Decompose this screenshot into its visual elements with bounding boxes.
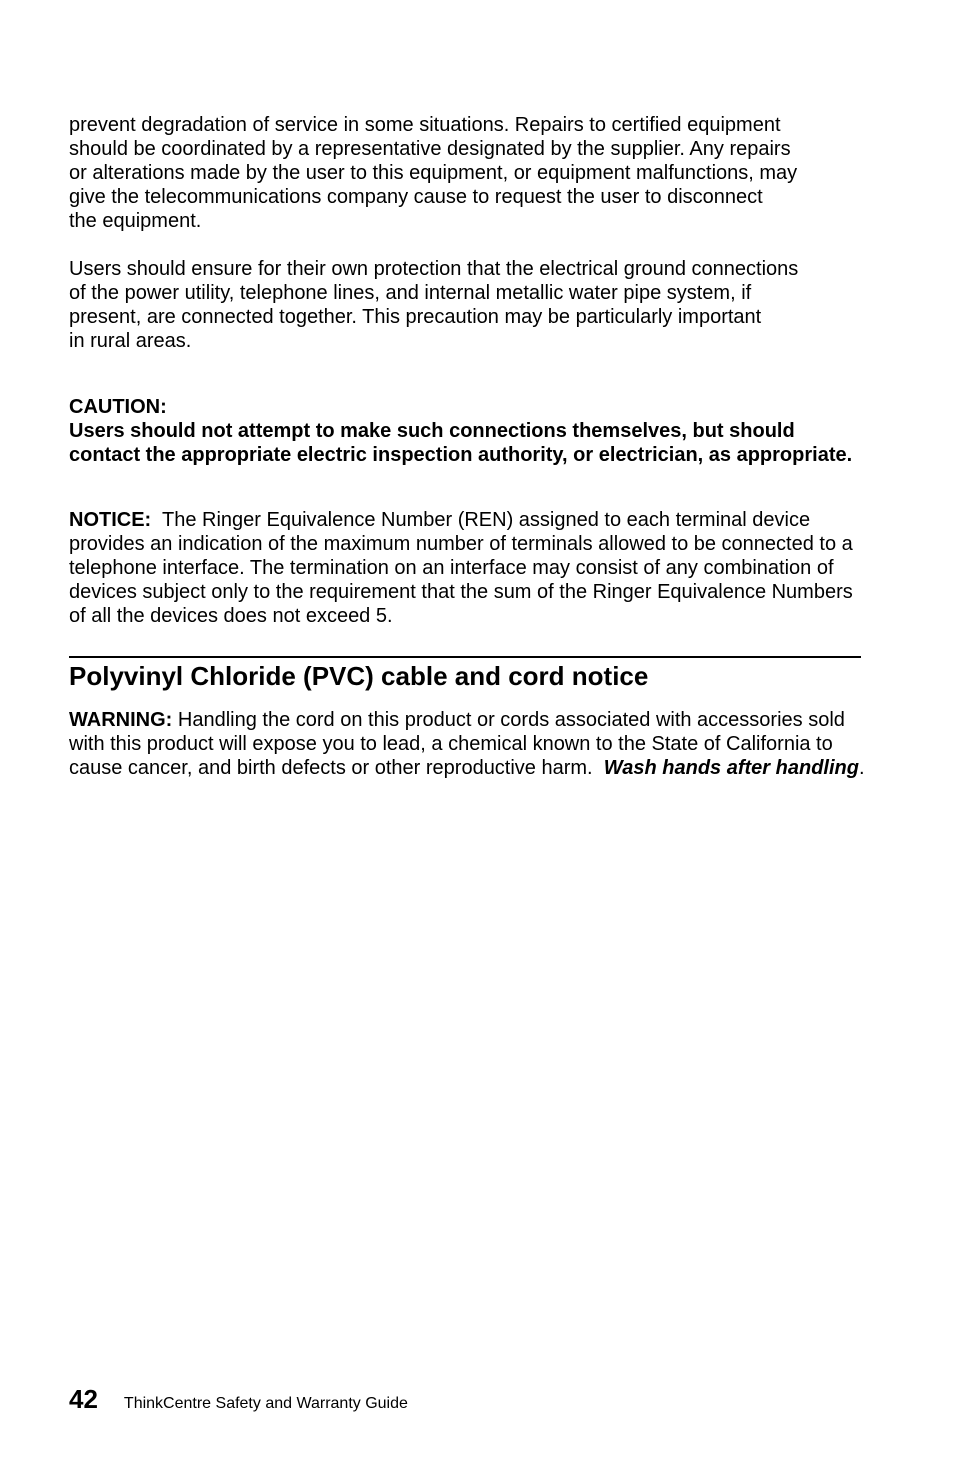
page-footer xyxy=(69,1384,408,1419)
notice-block xyxy=(69,508,865,628)
warning-emphasis: Wash hands after handling xyxy=(603,757,859,779)
warning-text: Handling the cord on this product or cords associated with accessories sold with this product will expose you to lead, a chemical known to the State of California to cause cancer, and birth defects or other reproductive harm. xyxy=(69,709,845,779)
paragraph-repairs: prevent degradation of service in some situations. Repairs to certified equipment should be coordinated by a representative designated by the supplier. Any repairs or alterations made by the user to this equipment, or equipment malfunctions, may give the telecommunications company cause to request the user to disconnect the equipment. xyxy=(69,114,798,232)
footer-title: ThinkCentre Safety and Warranty Guide xyxy=(123,1395,408,1412)
notice-text: The Ringer Equivalence Number (REN) assigned to each terminal device provides an indication of the maximum number of terminals allowed to be connected to a telephone interface. The termination on an interface may consist of any combination of devices subject only to the requirement that the sum of the Ringer Equivalence Numbers of all the devices does not exceed 5. xyxy=(69,509,853,627)
page-number: 42 xyxy=(69,1384,98,1414)
caution-text: Users should not attempt to make such connections themselves, but should contact the appropriate electric inspection authority, or electrician, as appropriate. xyxy=(69,420,853,466)
notice-label: NOTICE: xyxy=(69,509,152,531)
paragraph-ground-connections: Users should ensure for their own protection that the electrical ground connections of the power utility, telephone lines, and internal metallic water pipe system, if present, are connected together. This precaution may be particularly important in rural areas. xyxy=(69,258,799,352)
caution-label: CAUTION: xyxy=(69,396,167,418)
section-divider xyxy=(69,656,861,658)
warning-end: . xyxy=(858,757,865,779)
section-heading-pvc: Polyvinyl Chloride (PVC) cable and cord notice xyxy=(69,661,649,691)
caution-block xyxy=(69,395,865,467)
document-page xyxy=(69,113,865,780)
warning-label: WARNING: xyxy=(69,709,173,731)
warning-block xyxy=(69,708,865,780)
